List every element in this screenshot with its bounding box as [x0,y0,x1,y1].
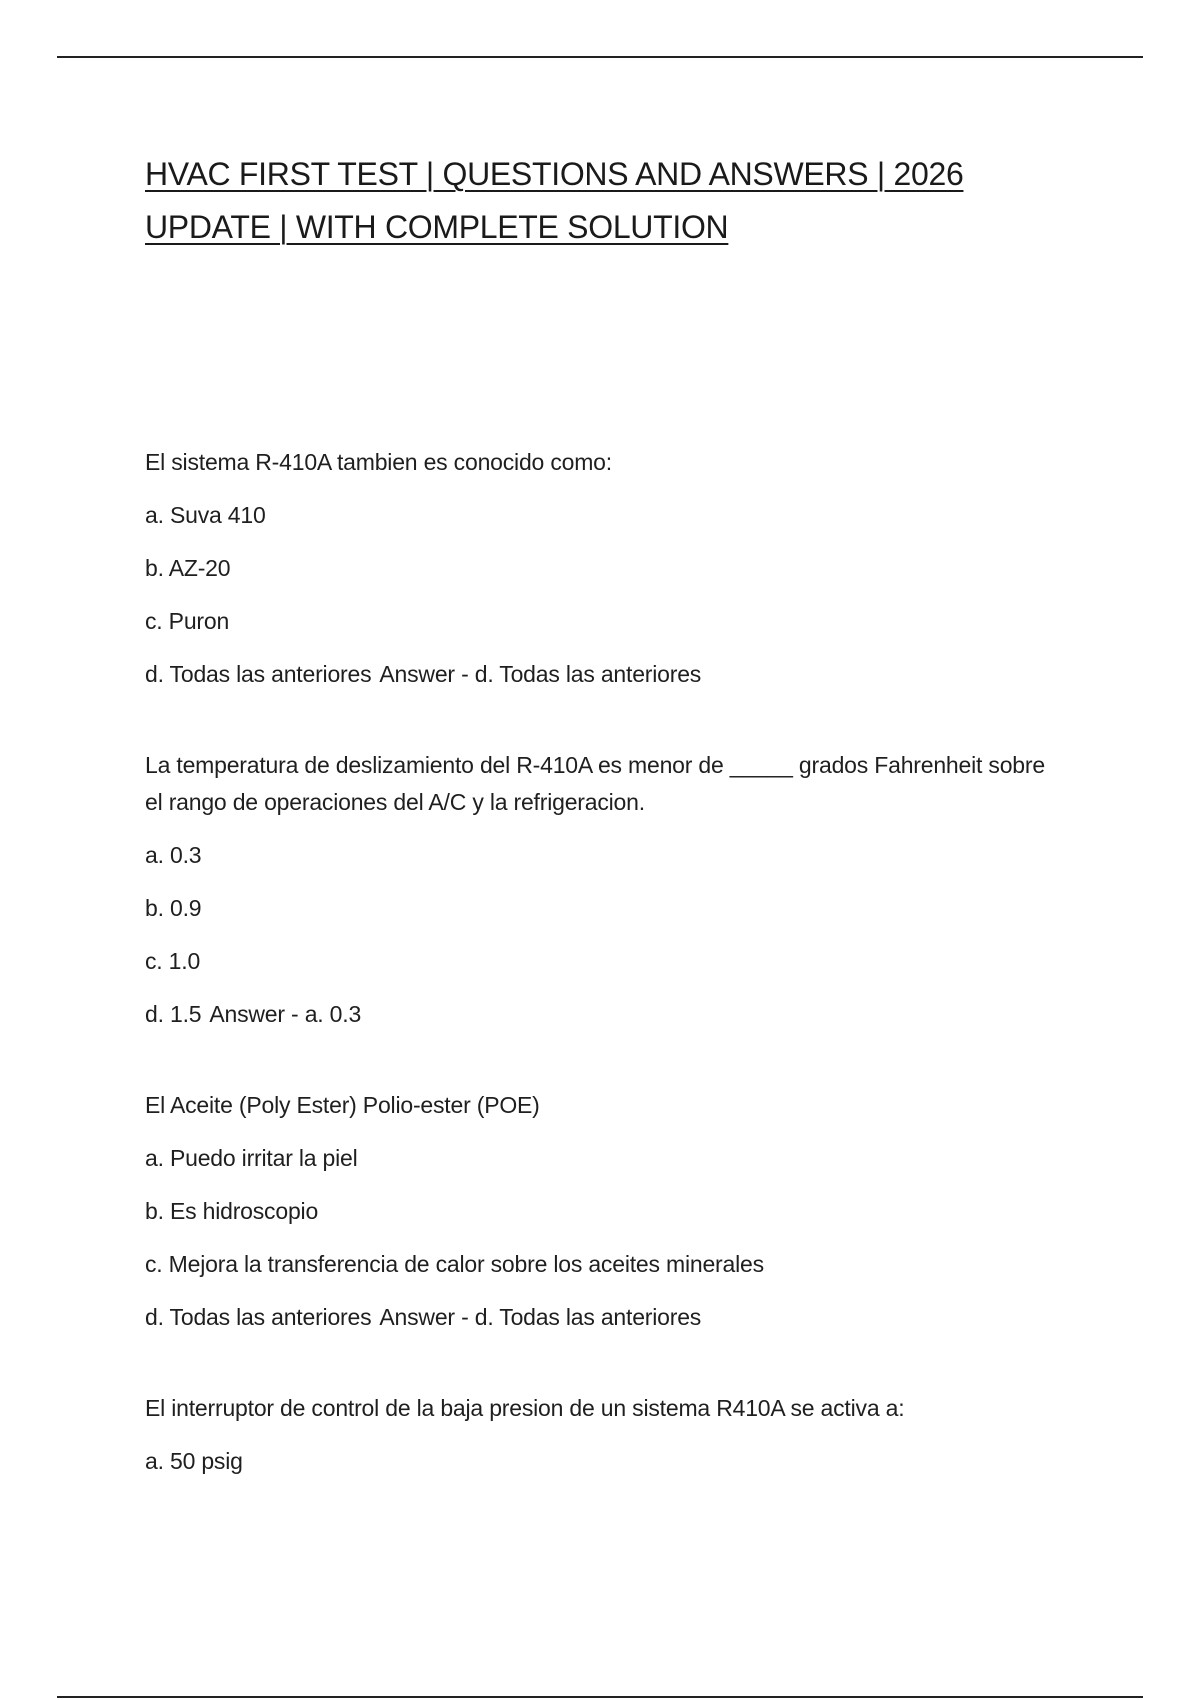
option-b: b. 0.9 [145,895,202,921]
option-d-with-answer [145,996,1045,1033]
question-1 [145,444,1045,693]
option-d-with-answer [145,656,1045,693]
bottom-rule [57,1696,1143,1698]
question-2 [145,747,1045,1033]
answer-text: Answer - a. 0.3 [209,1001,362,1027]
option-c: c. 1.0 [145,948,201,974]
option-d: d. Todas las anteriores [145,1304,372,1330]
question-text: El sistema R-410A tambien es conocido como: [145,449,612,475]
question-4 [145,1390,1045,1480]
option-b: b. Es hidroscopio [145,1198,319,1224]
option-d-with-answer [145,1299,1045,1336]
question-text: La temperatura de deslizamiento del R-410A es menor de _____ grados Fahrenheit sobre el rango de operaciones del A/C y la refrigeracion. [145,752,1045,815]
option-a: a. 50 psig [145,1448,243,1474]
document-body [145,148,1045,1534]
document-title [145,148,1045,254]
option-d: d. Todas las anteriores [145,661,372,687]
option-d: d. 1.5 [145,1001,202,1027]
answer-text: Answer - d. Todas las anteriores [379,1304,702,1330]
option-c: c. Puron [145,608,230,634]
option-c: c. Mejora la transferencia de calor sobre los aceites minerales [145,1251,764,1277]
question-3 [145,1087,1045,1336]
question-list [145,444,1045,1480]
question-text: El Aceite (Poly Ester) Polio-ester (POE) [145,1092,540,1118]
option-a: a. Puedo irritar la piel [145,1145,358,1171]
title-line-2: UPDATE | WITH COMPLETE SOLUTION [145,209,729,245]
option-b: b. AZ-20 [145,555,231,581]
title-line-1: HVAC FIRST TEST | QUESTIONS AND ANSWERS | 2026 [145,156,964,192]
top-rule [57,56,1143,58]
option-a: a. 0.3 [145,842,202,868]
answer-text: Answer - d. Todas las anteriores [379,661,702,687]
option-a: a. Suva 410 [145,502,266,528]
question-text: El interruptor de control de la baja presion de un sistema R410A se activa a: [145,1395,905,1421]
